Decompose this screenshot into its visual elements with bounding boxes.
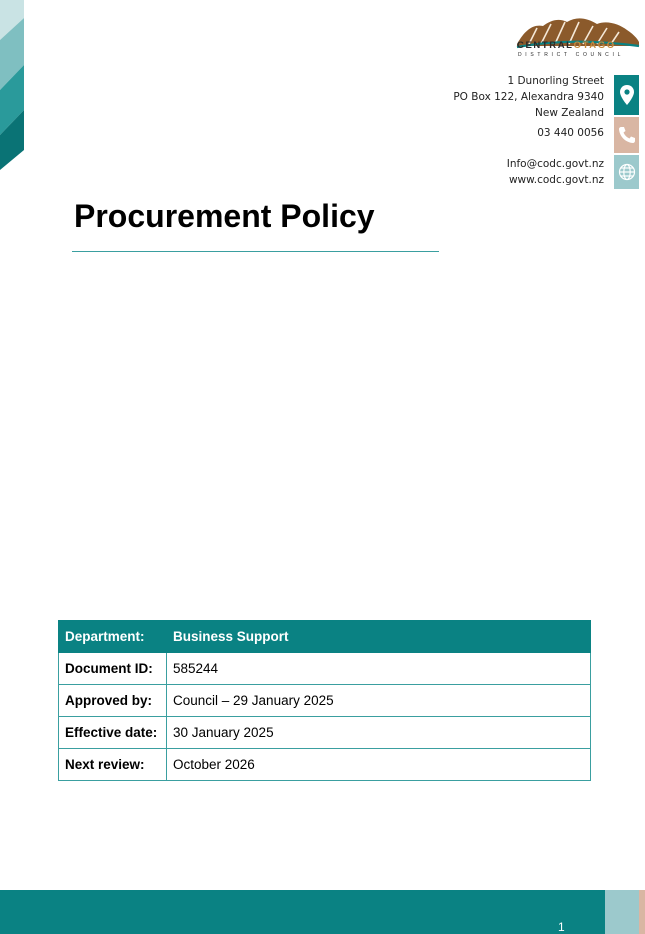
- department-label: Department:: [59, 621, 167, 653]
- footer-accent-tan: [639, 890, 645, 934]
- footer-band: [0, 890, 645, 934]
- page-title: Procurement Policy: [74, 198, 375, 234]
- effective-date-value: 30 January 2025: [167, 717, 591, 749]
- table-row: [59, 749, 591, 781]
- corner-decoration: [0, 0, 24, 170]
- effective-date-label: Effective date:: [59, 717, 167, 749]
- address-line: 1 Dunorling Street: [507, 75, 604, 87]
- email-link[interactable]: Info@codc.govt.nz: [506, 158, 604, 170]
- logo-word-central: CENTRAL: [517, 40, 574, 51]
- phone-icon: [614, 117, 639, 153]
- document-id-value: 585244: [167, 653, 591, 685]
- table-row: [59, 685, 591, 717]
- address-line: New Zealand: [535, 107, 604, 119]
- logo-wordmark: [517, 40, 616, 51]
- address-line: PO Box 122, Alexandra 9340: [453, 91, 604, 103]
- table-header-row: [59, 621, 591, 653]
- document-info-table: [58, 620, 591, 781]
- footer-accent-light: [605, 890, 639, 934]
- website-link[interactable]: www.codc.govt.nz: [508, 174, 604, 186]
- approved-by-value: Council – 29 January 2025: [167, 685, 591, 717]
- title-divider: [72, 251, 439, 252]
- phone-block: [537, 125, 604, 141]
- approved-by-label: Approved by:: [59, 685, 167, 717]
- next-review-value: October 2026: [167, 749, 591, 781]
- logo-subtitle: DISTRICT COUNCIL: [518, 52, 625, 58]
- next-review-label: Next review:: [59, 749, 167, 781]
- globe-icon: [614, 155, 639, 189]
- document-id-label: Document ID:: [59, 653, 167, 685]
- logo-word-otago: OTAGO: [573, 40, 616, 51]
- address-block: [453, 73, 604, 121]
- table-row: [59, 653, 591, 685]
- web-block: [507, 156, 604, 188]
- page-number: 1: [558, 920, 565, 934]
- table-row: [59, 717, 591, 749]
- department-value: Business Support: [167, 621, 591, 653]
- location-pin-icon: [614, 75, 639, 115]
- phone-number: 03 440 0056: [537, 127, 604, 139]
